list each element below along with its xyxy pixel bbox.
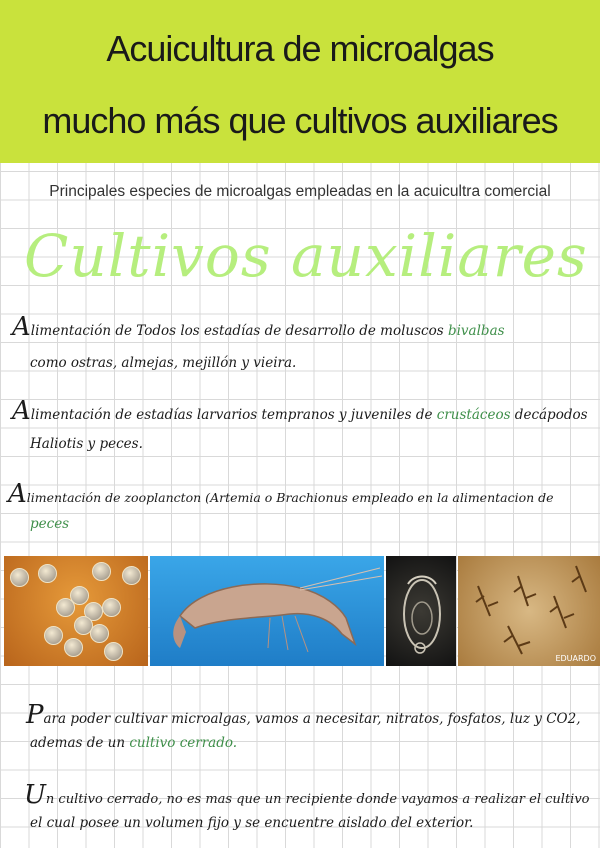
note-4-line-1 (26, 702, 581, 728)
artemia-image (458, 556, 600, 666)
note-5-line-1 (24, 782, 590, 808)
artemia-icon (458, 556, 600, 666)
note-5-capital: U (24, 780, 46, 810)
note-2-capital: A (12, 396, 31, 426)
banner-title-line-2: mucho más que cultivos auxiliares (42, 100, 558, 141)
note-1-line-2: como ostras, almejas, mejillón y vieira. (30, 355, 297, 371)
note-5-line-2: el cual posee un volumen fijo y se encuentre aislado del exterior. (30, 815, 474, 831)
note-2-text-end: decápodos (510, 407, 588, 423)
note-2-line-2: Haliotis y peces. (30, 436, 143, 452)
subtitle: Principales especies de microalgas empleadas en la acuicultra comercial (49, 183, 551, 200)
banner-title-line-1: Acuicultura de microalgas (106, 28, 494, 69)
rotifer-icon (386, 556, 456, 666)
note-2-line-1 (12, 398, 588, 424)
note-3-line-2: peces (30, 516, 70, 532)
photo-strip (0, 556, 600, 666)
note-1-line-1 (12, 314, 505, 340)
note-4-line-2 (30, 737, 237, 751)
note-3-line-1 (8, 481, 554, 507)
note-5-text: n cultivo cerrado, no es mas que un recipiente donde vayamos a realizar el cultivo (45, 792, 590, 807)
note-1-capital: A (12, 312, 31, 342)
shrimp-icon (150, 556, 384, 666)
note-1-keyword: bivalbas (447, 323, 505, 339)
mollusc-larvae-image (4, 556, 148, 666)
note-3-capital: A (8, 479, 27, 509)
note-1-text: limentación de Todos los estadías de desarrollo de moluscos (30, 323, 448, 339)
shrimp-image (150, 556, 384, 666)
note-4-text-2: ademas de un (30, 735, 130, 751)
note-2-text: limentación de estadías larvarios tempranos y juveniles de (30, 407, 437, 423)
title-banner (0, 0, 600, 163)
note-4-text: ara poder cultivar microalgas, vamos a necesitar, nitratos, fosfatos, luz y CO2, (43, 711, 581, 727)
rotifer-image (386, 556, 456, 666)
note-2-keyword: crustáceos (436, 407, 511, 423)
note-4-keyword: cultivo cerrado. (129, 735, 238, 751)
watermark: EDUARDO (555, 654, 596, 663)
section-heading: Cultivos auxiliares (24, 222, 588, 290)
note-3-text: limentación de zooplancton (Artemia o Brachionus empleado en la alimentacion de (26, 490, 554, 505)
note-4-capital: P (26, 700, 44, 730)
